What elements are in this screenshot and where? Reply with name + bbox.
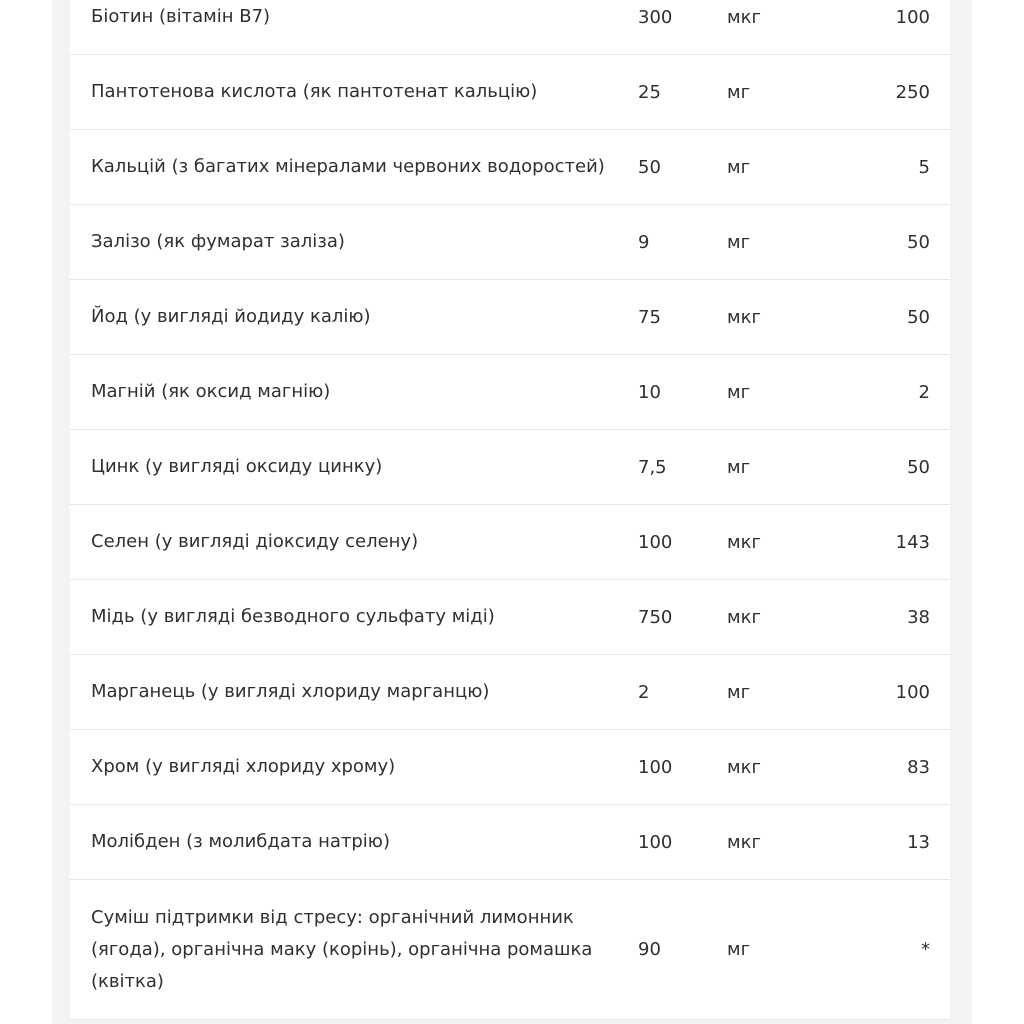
table-row — [70, 280, 950, 355]
table-row — [70, 130, 950, 205]
nutrient-daily-value: 2 — [918, 381, 930, 403]
nutrient-name: Магній (як оксид магнію) — [91, 381, 331, 402]
nutrient-unit: мг — [727, 81, 751, 103]
table-row — [70, 880, 950, 1020]
nutrient-unit: мкг — [727, 6, 761, 28]
nutrient-name: Пантотенова кислота (як пантотенат кальцію) — [91, 81, 538, 102]
nutrient-amount: 100 — [638, 831, 673, 853]
nutrient-name: Кальцій (з багатих мінералами червоних водоростей) — [91, 156, 605, 177]
table-row — [70, 55, 950, 130]
nutrient-unit: мкг — [727, 756, 761, 778]
nutrient-daily-value: 143 — [895, 531, 930, 553]
nutrient-name: Йод (у вигляді йодиду калію) — [91, 306, 371, 327]
nutrient-daily-value: 50 — [907, 306, 930, 328]
nutrient-daily-value: 38 — [907, 606, 930, 628]
nutrient-daily-value: 250 — [895, 81, 930, 103]
nutrient-amount: 100 — [638, 756, 673, 778]
table-row — [70, 505, 950, 580]
nutrient-unit: мкг — [727, 606, 761, 628]
nutrient-amount: 25 — [638, 81, 661, 103]
nutrient-daily-value: 100 — [895, 6, 930, 28]
nutrient-daily-value: 13 — [907, 831, 930, 853]
table-row — [70, 730, 950, 805]
nutrient-unit: мкг — [727, 531, 761, 553]
nutrient-table — [70, 0, 950, 1020]
nutrient-name: Селен (у вигляді діоксиду селену) — [91, 531, 419, 552]
nutrient-unit: мг — [727, 456, 751, 478]
table-row — [70, 355, 950, 430]
table-row — [70, 205, 950, 280]
nutrient-name: Мідь (у вигляді безводного сульфату міді) — [91, 606, 495, 627]
nutrient-amount: 100 — [638, 531, 673, 553]
nutrient-name: Суміш підтримки від стресу: органічний лимонник (ягода), органічна маку (корінь), органічна ромашка (квітка) — [91, 906, 593, 992]
table-row — [70, 430, 950, 505]
nutrient-unit: мкг — [727, 831, 761, 853]
nutrient-amount: 9 — [638, 231, 650, 253]
nutrient-name: Залізо (як фумарат заліза) — [91, 231, 345, 252]
nutrient-daily-value: 100 — [895, 681, 930, 703]
table-row — [70, 580, 950, 655]
nutrient-unit: мг — [727, 381, 751, 403]
nutrient-name: Марганець (у вигляді хлориду марганцю) — [91, 681, 490, 702]
nutrient-amount: 75 — [638, 306, 661, 328]
nutrient-amount: 750 — [638, 606, 673, 628]
nutrient-unit: мг — [727, 156, 751, 178]
nutrient-amount: 2 — [638, 681, 650, 703]
nutrient-daily-value: 50 — [907, 456, 930, 478]
nutrient-daily-value: 83 — [907, 756, 930, 778]
nutrient-unit: мг — [727, 939, 751, 960]
table-row — [70, 805, 950, 880]
nutrient-amount: 90 — [638, 939, 661, 960]
nutrient-daily-value: 5 — [918, 156, 930, 178]
nutrient-name: Молібден (з молибдата натрію) — [91, 831, 390, 852]
table-row — [70, 0, 950, 55]
table-row — [70, 655, 950, 730]
nutrient-daily-value: 50 — [907, 231, 930, 253]
nutrient-amount: 300 — [638, 6, 673, 28]
nutrient-daily-value: * — [921, 939, 930, 960]
nutrient-name: Хром (у вигляді хлориду хрому) — [91, 756, 396, 777]
nutrient-name: Біотин (вітамін B7) — [91, 6, 271, 27]
nutrient-unit: мг — [727, 231, 751, 253]
nutrient-unit: мкг — [727, 306, 761, 328]
nutrient-name: Цинк (у вигляді оксиду цинку) — [91, 456, 383, 477]
nutrient-amount: 7,5 — [638, 456, 667, 478]
nutrient-unit: мг — [727, 681, 751, 703]
nutrient-amount: 10 — [638, 381, 661, 403]
nutrient-amount: 50 — [638, 156, 661, 178]
